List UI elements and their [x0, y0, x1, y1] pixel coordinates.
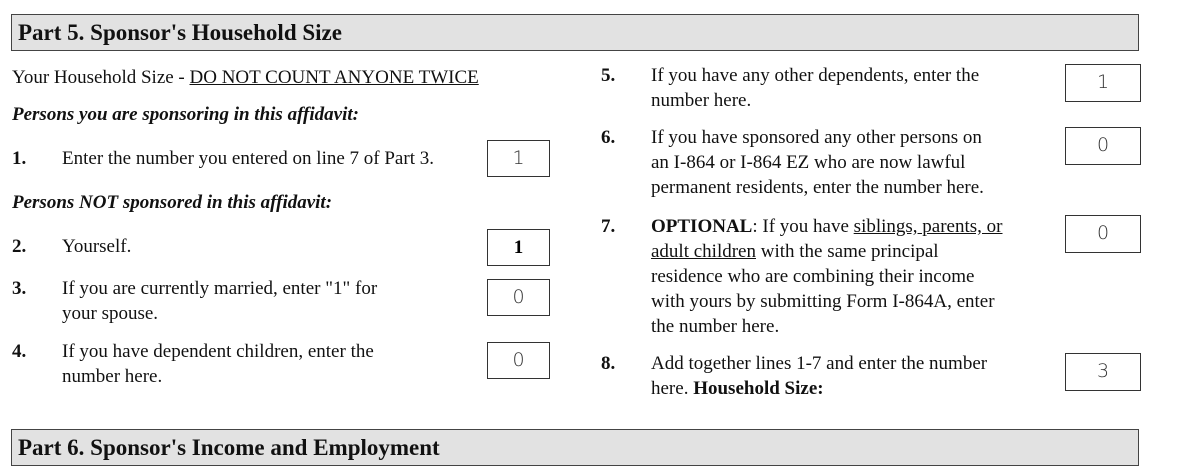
line-3-text-2: your spouse.: [62, 303, 159, 324]
optional-label: OPTIONAL: [651, 216, 753, 237]
line-4-number: 4.: [12, 341, 27, 362]
line-5-number: 5.: [601, 65, 616, 86]
line-8-text: [651, 351, 987, 401]
line-4-text-1: If you have dependent children, enter the: [62, 341, 374, 362]
line-2-number: 2.: [12, 236, 27, 257]
section-not-sponsored: Persons NOT sponsored in this affidavit:: [12, 192, 333, 213]
line-6-text: [651, 125, 984, 200]
line-3-input[interactable]: 0: [487, 279, 550, 316]
line-4-text-2: number here.: [62, 366, 163, 387]
line-7-text-1: [651, 214, 1003, 239]
instruction-prefix: Your Household Size -: [12, 67, 190, 88]
line-1-number: 1.: [12, 148, 27, 169]
line-5-input[interactable]: 1: [1065, 64, 1141, 102]
line-7-number: 7.: [601, 216, 616, 237]
line-2-text: Yourself.: [62, 236, 132, 257]
household-size-label: Household Size:: [693, 378, 824, 399]
line-7-underlined-1: siblings, parents, or: [853, 216, 1003, 237]
line-7-text: [651, 214, 1003, 339]
line-8-text-2a: here.: [651, 378, 694, 399]
line-5-text: [651, 63, 979, 113]
line-6-text-1: If you have sponsored any other persons on: [651, 127, 982, 148]
line-8-number: 8.: [601, 353, 616, 374]
line-4-input[interactable]: 0: [487, 342, 550, 379]
line-5-text-1: If you have any other dependents, enter the: [651, 65, 980, 86]
section-sponsoring: Persons you are sponsoring in this affidavit:: [12, 104, 359, 125]
line-1-text: Enter the number you entered on line 7 of Part 3.: [62, 148, 434, 169]
line-7-underlined-2: adult children: [651, 241, 756, 262]
line-3-text: [62, 276, 377, 326]
line-8-text-1: Add together lines 1-7 and enter the number: [651, 353, 988, 374]
line-7-text-2b: with the same principal: [756, 241, 939, 262]
line-7-text-3: residence who are combining their income: [651, 266, 975, 287]
line-7-text-1a: : If you have: [752, 216, 854, 237]
line-7-text-5: the number here.: [651, 316, 780, 337]
line-1-input[interactable]: 1: [487, 140, 550, 177]
line-7-input[interactable]: 0: [1065, 215, 1141, 253]
line-8-input[interactable]: 3: [1065, 353, 1141, 391]
household-size-instruction: [12, 65, 479, 90]
line-6-number: 6.: [601, 127, 616, 148]
line-4-text: [62, 339, 374, 389]
line-7-text-2: [651, 239, 1003, 264]
line-3-text-1: If you are currently married, enter "1" for: [62, 278, 378, 299]
line-2-input[interactable]: 1: [487, 229, 550, 266]
line-5-text-2: number here.: [651, 90, 752, 111]
part6-header: Part 6. Sponsor's Income and Employment: [11, 429, 1139, 466]
line-7-text-4: with yours by submitting Form I-864A, enter: [651, 291, 995, 312]
line-6-text-2: an I-864 or I-864 EZ who are now lawful: [651, 152, 966, 173]
line-3-number: 3.: [12, 278, 27, 299]
part5-header: Part 5. Sponsor's Household Size: [11, 14, 1139, 51]
line-6-input[interactable]: 0: [1065, 127, 1141, 165]
instruction-underlined: DO NOT COUNT ANYONE TWICE: [189, 67, 479, 88]
line-8-text-2: [651, 376, 987, 401]
line-6-text-3: permanent residents, enter the number here.: [651, 177, 984, 198]
